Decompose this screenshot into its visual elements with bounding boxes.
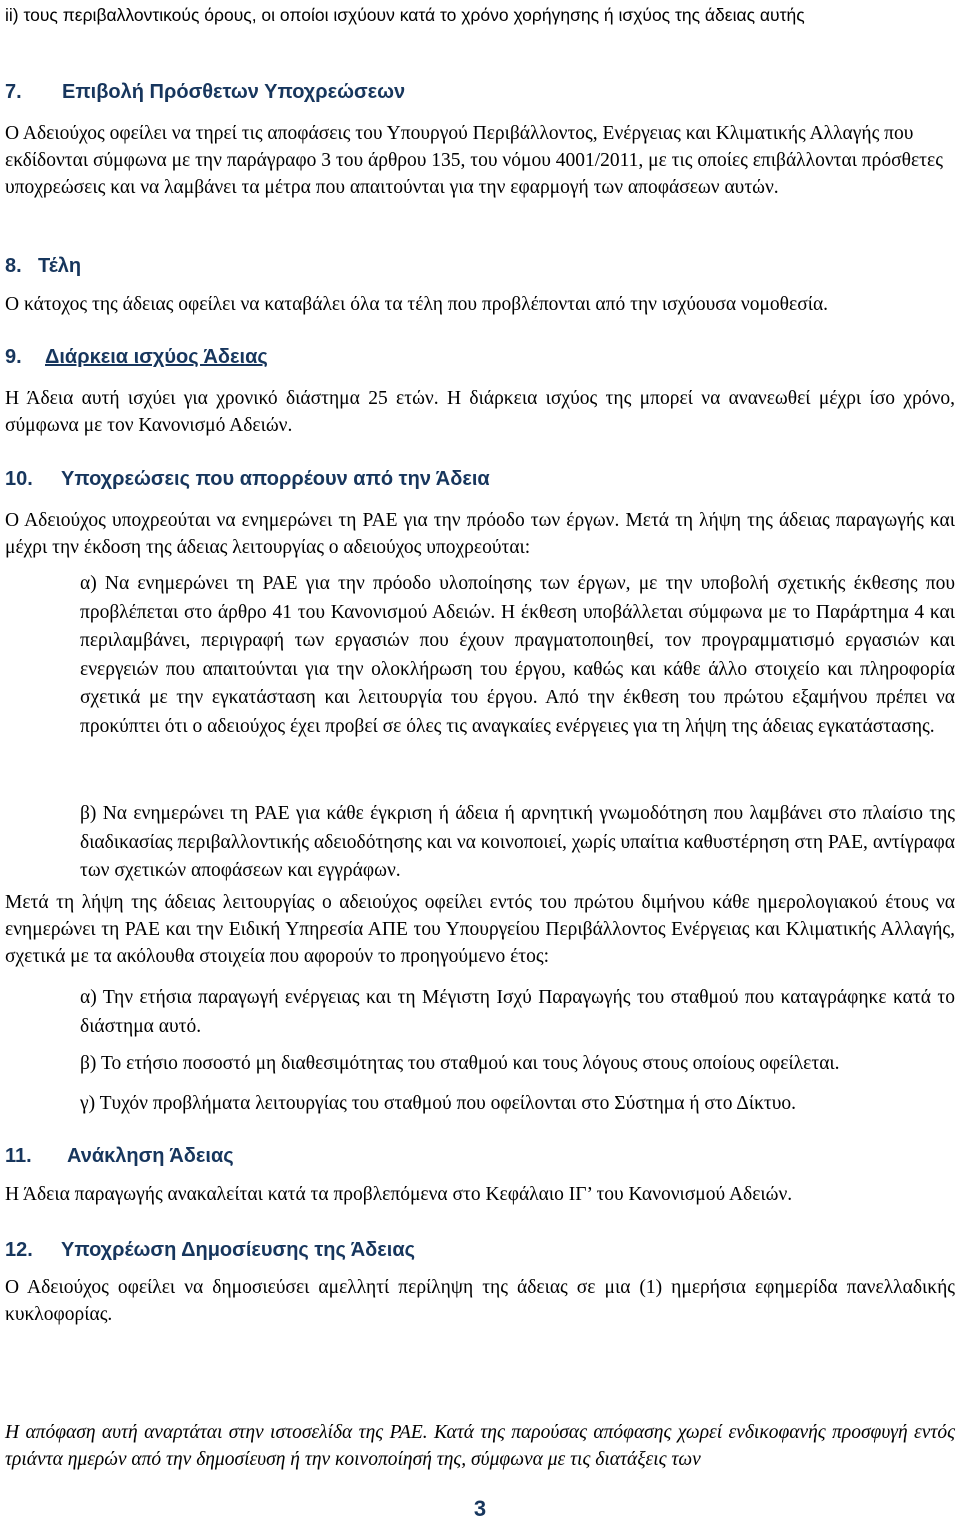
section-9-heading [5, 344, 268, 370]
section-10-heading [5, 466, 490, 492]
section-7-number: 7. [5, 81, 22, 103]
section-9-body: Η Άδεια αυτή ισχύει για χρονικό διάστημα 25 ετών. Η διάρκεια ισχύος της μπορεί να ανανεωθεί μέχρι ίσο χρόνο, σύμφωνα με τον Κανονισμό Αδειών. [5, 388, 955, 436]
section-8-number: 8. [5, 255, 22, 277]
section-11-number: 11. [5, 1145, 32, 1167]
section-10-body-2: Μετά τη λήψη της άδειας λειτουργίας ο αδειούχος οφείλει εντός του πρώτου διμήνου κάθε ημερολογιακού έτους να ενημερώνει τη ΡΑΕ και την Ειδική Υπηρεσία ΑΠΕ του Υπουργείου Περιβάλλοντος Ενέργειας και Κλιματικής Αλλαγής, σχετικά με τα ακόλουθα στοιχεία που αφορούν το προηγούμενο έτος: [5, 892, 955, 967]
section-11-title: Ανάκληση Άδειας [67, 1145, 234, 1167]
section-10-body: Ο Αδειούχος υποχρεούται να ενημερώνει τη ΡΑΕ για την πρόοδο των έργων. Μετά τη λήψη της άδειας παραγωγής και μέχρι την έκδοση της άδειας λειτουργίας ο αδειούχος υποχρεούται: [5, 510, 955, 558]
section-7-body: Ο Αδειούχος οφείλει να τηρεί τις αποφάσεις του Υπουργού Περιβάλλοντος, Ενέργειας και Κλιματικής Αλλαγής που εκδίδονται σύμφωνα με την παράγραφο 3 του άρθρου 135, του νόμου 4001/2011, με τις οποίες επιβάλλονται πρόσθετες υποχρεώσεις και να λαμβάνει τα μέτρα που απαιτούνται για την εφαρμογή των αποφάσεων αυτών. [5, 123, 943, 198]
section-10-item-a: α) Να ενημερώνει τη ΡΑΕ για την πρόοδο υλοποίησης των έργων, με την υποβολή σχετικής έκθεσης που προβλέπεται στο άρθρο 41 του Κανονισμού Αδειών. Η έκθεση υποβάλλεται σύμφωνα με το Παράρτημα 4 και περιλαμβάνει, περιγραφή των εργασιών που έχουν πραγματοποιηθεί, τον προγραμματισμό εργασιών και ενεργειών που απαιτούνται για την ολοκλήρωση του έργου, καθώς και κάθε άλλο στοιχείο και πληροφορία σχετικά με την εγκατάσταση και λειτουργία του έργου. Από την έκθεση του πρώτου εξαμήνου πρέπει να προκύπτει ότι ο αδειούχος έχει προβεί σε όλες τις αναγκαίες ενέργειες για τη λήψη της άδειας εγκατάστασης. [80, 573, 955, 737]
section-10-title: Υποχρεώσεις που απορρέουν από την Άδεια [61, 468, 490, 490]
section-12-number: 12. [5, 1239, 33, 1261]
section-11-body: Η Άδεια παραγωγής ανακαλείται κατά τα προβλεπόμενα στο Κεφάλαιο ΙΓ’ του Κανονισμού Αδειών. [5, 1184, 793, 1205]
section-12-heading [5, 1237, 415, 1263]
section-8-title: Τέλη [38, 255, 82, 277]
intro-paragraph: ii) τους περιβαλλοντικούς όρους, οι οποίοι ισχύουν κατά το χρόνο χορήγησης ή ισχύος της άδειας αυτής [5, 5, 805, 25]
footer-note: Η απόφαση αυτή αναρτάται στην ιστοσελίδα της ΡΑΕ. Κατά της παρούσας απόφασης χωρεί ενδικοφανής προσφυγή εντός τριάντα ημερών από την δημοσίευση ή την κοινοποίησή της, σύμφωνα με τις διατάξεις των [5, 1422, 955, 1470]
section-11-heading [5, 1143, 234, 1169]
section-12-body: Ο Αδειούχος οφείλει να δημοσιεύσει αμελλητί περίληψη της άδειας σε μια (1) ημερήσια εφημερίδα πανελλαδικής κυκλοφορίας. [5, 1277, 955, 1325]
section-8-body: Ο κάτοχος της άδειας οφείλει να καταβάλει όλα τα τέλη που προβλέπονται από την ισχύουσα νομοθεσία. [5, 294, 829, 315]
section-10-item-b: β) Να ενημερώνει τη ΡΑΕ για κάθε έγκριση ή άδεια ή αρνητική γνωμοδότηση που λαμβάνει στο πλαίσιο της διαδικασίας περιβαλλοντικής αδειοδότησης και να κοινοποιεί, χωρίς υπαίτια καθυστέρηση στη ΡΑΕ, αντίγραφα των σχετικών αποφάσεων και εγγράφων. [80, 803, 955, 882]
section-10-number: 10. [5, 468, 33, 490]
section-7-title: Επιβολή Πρόσθετων Υποχρεώσεων [62, 81, 406, 103]
page-number: 3 [473, 1496, 487, 1521]
section-9-number: 9. [5, 346, 22, 368]
section-8-heading [5, 253, 81, 279]
section-7-heading [5, 79, 405, 105]
section-10-item2-b: β) Το ετήσιο ποσοστό μη διαθεσιμότητας του σταθμού και τους λόγους στους οποίους οφείλεται. [80, 1053, 840, 1074]
section-10-item2-c: γ) Τυχόν προβλήματα λειτουργίας του σταθμού που οφείλονται στο Σύστημα ή στο Δίκτυο. [80, 1093, 797, 1114]
section-9-title: Διάρκεια ισχύος Άδειας [45, 346, 268, 368]
section-12-title: Υποχρέωση Δημοσίευσης της Άδειας [61, 1239, 416, 1261]
section-10-item2-a: α) Την ετήσια παραγωγή ενέργειας και τη Μέγιστη Ισχύ Παραγωγής του σταθμού που καταγράφηκε κατά το διάστημα αυτό. [80, 987, 955, 1037]
